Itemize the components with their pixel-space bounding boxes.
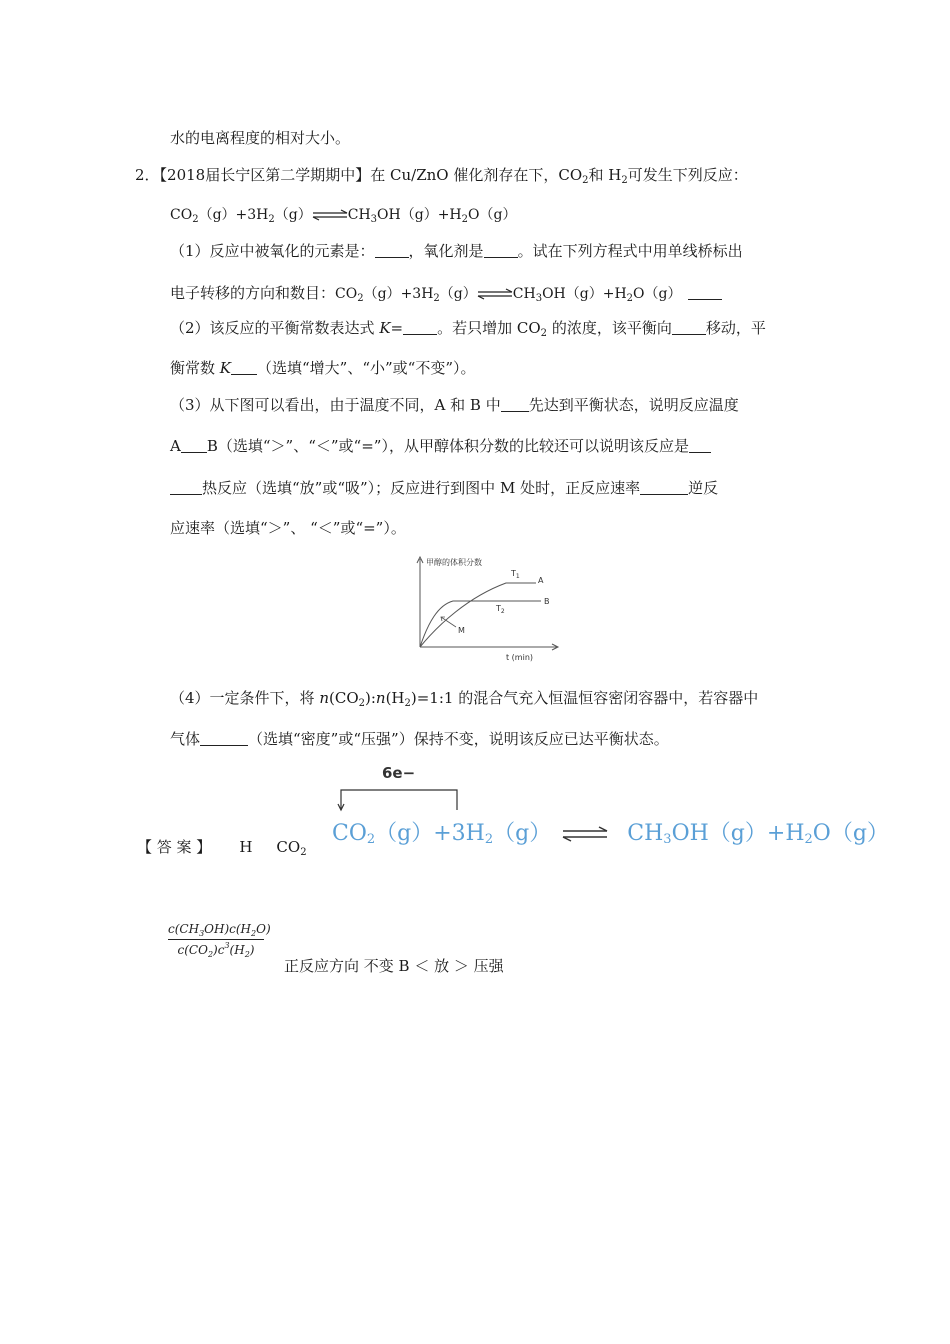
series-label-b: B	[544, 597, 550, 606]
question-intro-c: 可发生下列反应：	[627, 166, 748, 184]
temp-label-t2: $T_2$	[496, 604, 505, 615]
part3-line2: A B（选填“＞”、“＜”或“=”），从甲醇体积分数的比较还可以说明该反应是	[170, 436, 711, 456]
blank[interactable]	[640, 480, 688, 495]
reaction-equation: $CO_2(g)+3H_2(g)$ $CH_3OH(g)+H_2O(g)$	[170, 207, 517, 225]
question-intro-a: 在 Cu/ZnO 催化剂存在下，CO	[370, 166, 583, 184]
part4-line1: （4）一定条件下，将 $n(CO_2):n(H_2)=1:1$ 的混合气充入恒温恒容密闭容器中，若容器中	[170, 689, 759, 709]
x-axis-label: t (min)	[506, 653, 534, 662]
blank[interactable]	[170, 480, 202, 495]
electron-count: 6e−	[382, 764, 416, 782]
part3-line3: 热反应（选填“放”或“吸”）；反应进行到图中 M 处时，正反应速率 逆反	[170, 478, 718, 498]
equilibrium-arrow-icon	[561, 826, 609, 842]
blank[interactable]	[403, 320, 437, 335]
part1-line1: （1）反应中被氧化的元素是： ，氧化剂是 。试在下列方程式中用单线桥标出	[170, 242, 743, 260]
blank[interactable]	[689, 438, 711, 453]
equilibrium-arrow-icon	[477, 288, 513, 300]
series-label-a: A	[538, 576, 544, 585]
question-number: 2．	[135, 166, 160, 184]
blank[interactable]	[181, 438, 207, 453]
part3-line4: 应速率（选填“＞”、 “＜”或“=”）。	[170, 519, 406, 537]
blank[interactable]	[200, 731, 248, 746]
part3-line1: （3）从下图可以看出，由于温度不同，A 和 B 中 先达到平衡状态，说明反应温度	[170, 396, 739, 414]
series-line-b	[420, 601, 541, 647]
text-line-intro	[170, 128, 350, 148]
methanol-fraction-chart	[398, 553, 568, 669]
blank[interactable]	[375, 243, 409, 258]
bridge-line	[341, 790, 457, 810]
blank[interactable]	[688, 285, 722, 300]
blank[interactable]	[501, 397, 529, 412]
question-intro-b: 和 H	[588, 166, 622, 184]
equilibrium-constant-fraction	[168, 922, 271, 959]
part1-line2: 电子转移的方向和数目：$CO_2(g)+3H_2(g)$ $CH_3OH(g)+H_2O(g)$	[170, 283, 722, 304]
part4-line2: 气体 （选填“密度”或“压强”）保持不变，说明该反应已达平衡状态。	[170, 730, 669, 748]
y-axis-label: 甲醇的体积分数	[426, 558, 482, 567]
intro-text: 水的电离程度的相对大小。	[170, 129, 351, 147]
temp-label-t1: $T_1$	[511, 569, 520, 580]
series-line-a	[420, 583, 536, 647]
question-source: 【2018届长宁区第二学期期中】	[159, 166, 371, 184]
chart-svg	[398, 553, 568, 665]
answer-line: 【 答 案 】 H $CO_2$	[137, 838, 307, 858]
answer-equation: $CO_2(g)+3H_2(g)$ $CH_3OH(g)+H_2O(g)$	[332, 821, 889, 847]
part2-line2: 衡常数 K （选填“增大”、“小”或“不变”）。	[170, 359, 476, 377]
answer-oxidant: CO	[276, 838, 301, 856]
fraction-denominator: $c(CO_2)c^3(H_2)$	[177, 941, 255, 959]
blank[interactable]	[672, 320, 706, 335]
equilibrium-arrow-icon	[312, 209, 348, 221]
part2-line1: （2）该反应的平衡常数表达式 K= 。若只增加 $CO_2$ 的浓度，该平衡向 移动，平	[170, 319, 766, 339]
fraction-numerator: $c(CH_3OH)c(H_2O)$	[168, 922, 271, 938]
blank[interactable]	[484, 243, 518, 258]
answer-element: H	[239, 838, 253, 856]
answer-label: 【 答 案 】	[137, 838, 212, 856]
blank[interactable]	[231, 360, 257, 375]
point-label-m: M	[458, 626, 465, 635]
answer-remaining: 正反应方向 不变 B ＜ 放 ＞ 压强	[284, 957, 504, 975]
question-heading: 2．【2018届长宁区第二学期期中】在 Cu/ZnO 催化剂存在下，$CO_2$和 $H_2$可发生下列反应：	[135, 166, 748, 186]
